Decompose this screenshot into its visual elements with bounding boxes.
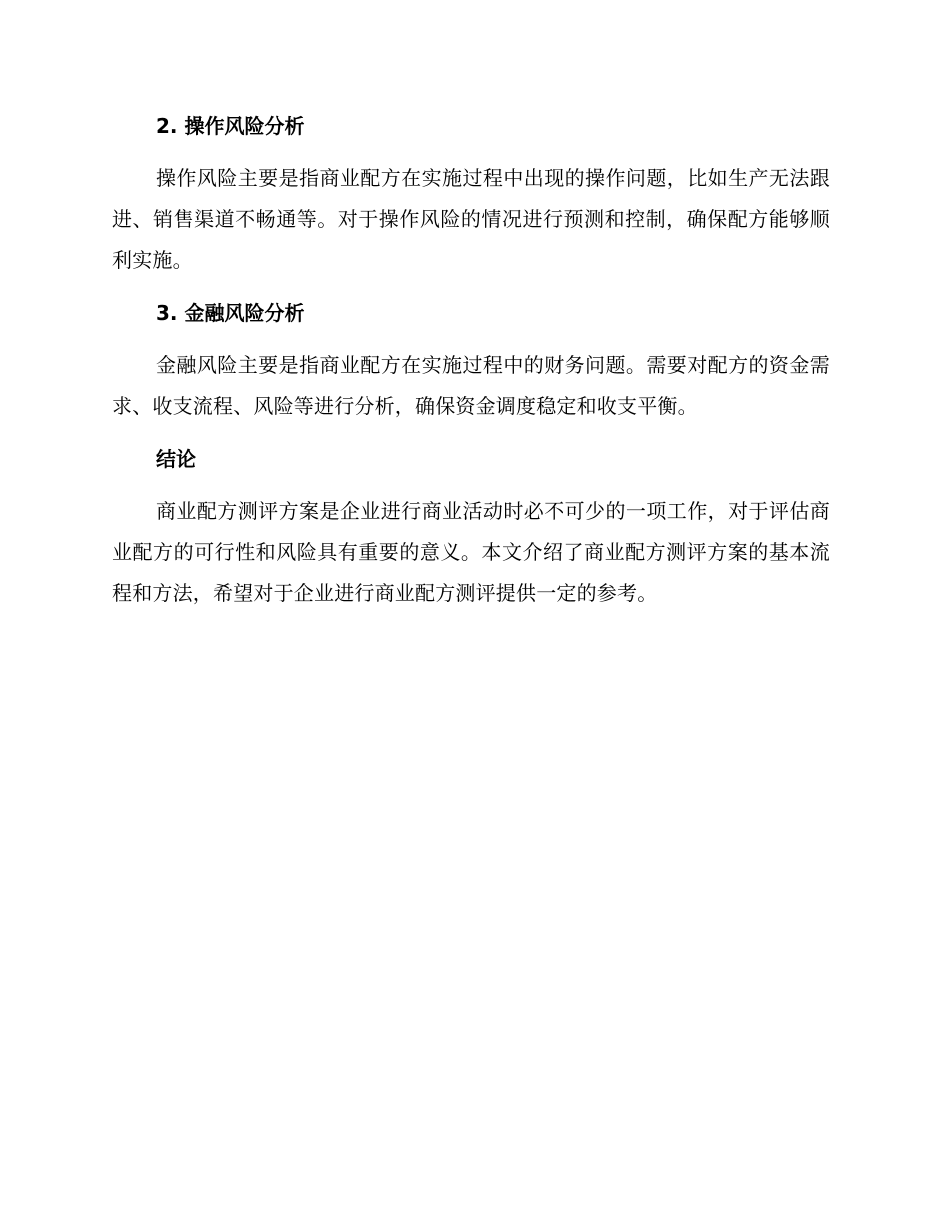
section-heading-financial-risk: 3. 金融风险分析 (156, 301, 305, 325)
section-heading-conclusion: 结论 (156, 447, 196, 471)
document-page (112, 108, 830, 614)
section-paragraph-conclusion: 商业配方测评方案是企业进行商业活动时必不可少的一项工作，对于评估商业配方的可行性和风险具有重要的意义。本文介绍了商业配方测评方案的基本流程和方法，希望对于企业进行商业配方测评提供一定的参考。 (112, 499, 830, 605)
section-paragraph-operational-risk: 操作风险主要是指商业配方在实施过程中出现的操作问题，比如生产无法跟进、销售渠道不畅通等。对于操作风险的情况进行预测和控制，确保配方能够顺利实施。 (112, 166, 830, 272)
section-paragraph-financial-risk: 金融风险主要是指商业配方在实施过程中的财务问题。需要对配方的资金需求、收支流程、风险等进行分析，确保资金调度稳定和收支平衡。 (112, 353, 830, 418)
section-heading-operational-risk: 2. 操作风险分析 (156, 114, 305, 138)
